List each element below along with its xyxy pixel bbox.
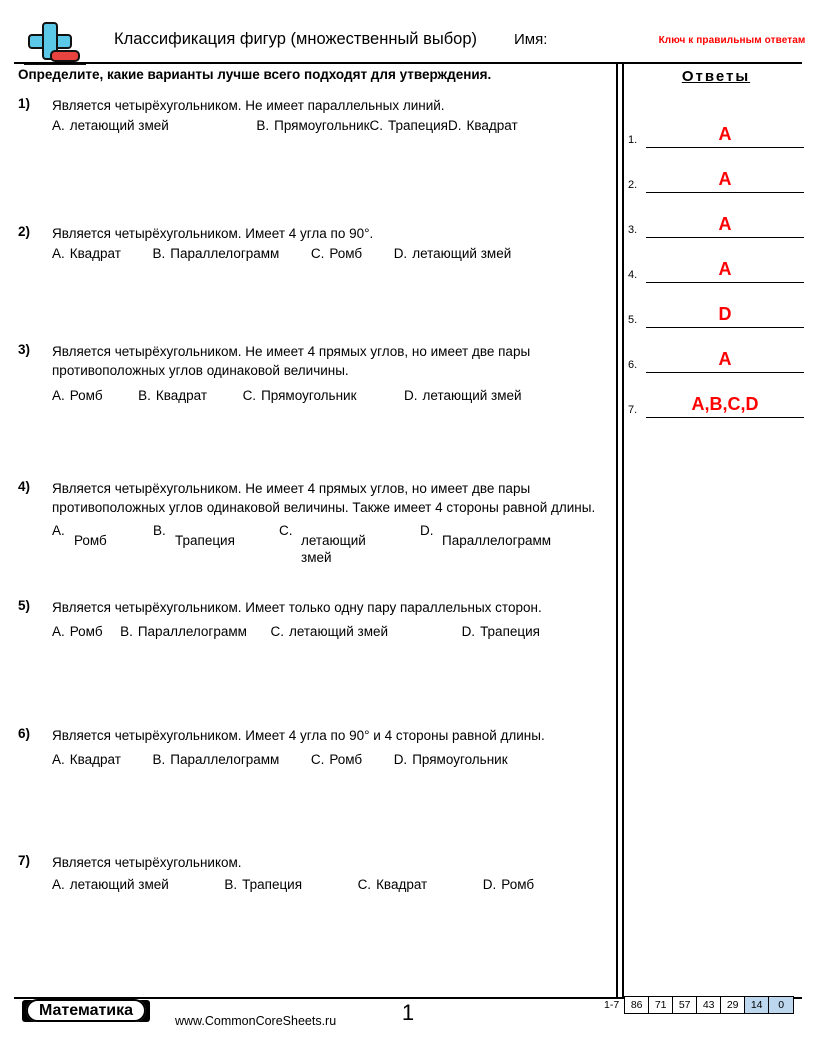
option-letter: B.	[153, 523, 166, 538]
option-text: Ромб	[69, 388, 103, 403]
question-options	[52, 246, 608, 261]
question-item	[18, 598, 608, 726]
answer-row	[628, 148, 804, 193]
option-a[interactable]	[52, 388, 103, 403]
option-text: Прямоугольник	[261, 388, 357, 403]
question-text: Является четырёхугольником. Имеет 4 угла по 90° и 4 стороны равной длины.	[52, 728, 545, 743]
option-b[interactable]	[152, 246, 279, 261]
answer-index: 4.	[628, 269, 638, 281]
score-cell: 57	[673, 997, 697, 1013]
option-text: Трапеция	[175, 533, 235, 548]
option-a[interactable]	[52, 118, 169, 133]
score-cell: 29	[721, 997, 745, 1013]
question-item	[18, 224, 608, 342]
option-letter: D.	[447, 118, 462, 133]
option-letter: C.	[310, 752, 325, 767]
option-letter: A.	[52, 624, 65, 639]
answer-row	[628, 373, 804, 418]
score-cell: 71	[649, 997, 673, 1013]
answer-row	[628, 283, 804, 328]
option-text: Квадрат	[376, 877, 428, 892]
page-header	[14, 18, 806, 66]
option-letter: B.	[152, 246, 166, 261]
option-b[interactable]	[138, 388, 207, 403]
question-item	[18, 96, 608, 224]
option-letter: A.	[52, 118, 65, 133]
score-cell: 86	[625, 997, 649, 1013]
score-cells	[624, 996, 794, 1014]
question-options	[52, 752, 608, 767]
option-letter: B.	[120, 624, 133, 639]
answer-row	[628, 328, 804, 373]
answer-value: A	[718, 349, 732, 369]
option-letter: B.	[256, 118, 270, 133]
option-letter: C.	[369, 118, 384, 133]
option-text: Квадрат	[69, 246, 121, 261]
question-item	[18, 342, 608, 479]
option-letter: C.	[357, 877, 372, 892]
option-a[interactable]	[52, 752, 121, 767]
answer-row	[628, 193, 804, 238]
option-letter: D.	[420, 523, 434, 538]
option-text: Ромб	[329, 752, 363, 767]
option-text: Трапеция	[242, 877, 303, 892]
logo-minus-bar	[50, 50, 80, 62]
answer-value: A	[718, 169, 732, 189]
option-letter: B.	[138, 388, 151, 403]
option-c[interactable]	[311, 752, 362, 767]
question-number: 1)	[18, 96, 31, 111]
answer-row	[628, 103, 804, 148]
option-text: Ромб	[74, 533, 107, 548]
option-d[interactable]	[420, 523, 592, 549]
answer-value: D	[718, 304, 732, 324]
option-d[interactable]	[462, 624, 540, 639]
panel-divider-line-left	[616, 64, 618, 998]
question-number: 6)	[18, 726, 31, 741]
option-text: Квадрат	[466, 118, 518, 133]
answer-index: 1.	[628, 134, 638, 146]
score-range-label: 1-7	[604, 999, 620, 1011]
option-text: летающий змей	[69, 877, 169, 892]
option-c[interactable]	[358, 877, 428, 892]
option-b[interactable]	[120, 624, 247, 639]
option-letter: A.	[52, 523, 65, 538]
option-letter: C.	[279, 523, 293, 538]
option-d[interactable]	[394, 752, 508, 767]
page-title: Классификация фигур (множественный выбор)	[114, 30, 478, 48]
score-cell: 14	[745, 997, 769, 1013]
answer-key-panel	[628, 68, 804, 418]
site-url: www.CommonCoreSheets.ru	[175, 1014, 337, 1028]
option-a[interactable]	[52, 523, 166, 549]
question-text: Является четырёхугольником. Не имеет 4 прямых углов, но имеет две пары противоположных углов одинаковой величины. Также имеет 4 стороны равной длины.	[52, 481, 596, 515]
option-letter: D.	[393, 246, 408, 261]
score-table	[604, 996, 794, 1014]
option-letter: A.	[52, 752, 65, 767]
score-cell: 0	[769, 997, 793, 1013]
option-letter: D.	[461, 624, 476, 639]
answer-row	[628, 238, 804, 283]
question-number: 4)	[18, 479, 31, 494]
option-b[interactable]	[256, 118, 369, 133]
answer-index: 7.	[628, 404, 638, 416]
question-item	[18, 479, 608, 598]
question-options	[52, 523, 608, 569]
question-item	[18, 726, 608, 853]
score-cell: 43	[697, 997, 721, 1013]
option-letter: B.	[152, 752, 166, 767]
option-text: Квадрат	[69, 752, 121, 767]
option-text: летающий змей	[422, 388, 522, 403]
option-text: Параллелограмм	[170, 752, 280, 767]
option-d[interactable]	[394, 246, 512, 261]
option-letter: A.	[52, 877, 65, 892]
option-text: Прямоугольник	[274, 118, 370, 133]
option-b[interactable]	[152, 752, 279, 767]
answer-index: 3.	[628, 224, 638, 236]
answer-index: 6.	[628, 359, 638, 371]
option-text: Ромб	[329, 246, 363, 261]
option-text: летающий змей	[412, 246, 512, 261]
option-a[interactable]	[52, 246, 121, 261]
option-text: Трапеция	[480, 624, 540, 639]
option-a[interactable]	[52, 624, 103, 639]
question-number: 2)	[18, 224, 31, 239]
question-options	[52, 118, 608, 133]
option-text: Параллелограмм	[137, 624, 247, 639]
question-options	[52, 624, 608, 639]
option-c[interactable]	[370, 118, 448, 133]
option-d[interactable]	[404, 388, 522, 403]
option-letter: D.	[404, 388, 418, 403]
option-letter: D.	[482, 877, 497, 892]
option-text: Параллелограмм	[442, 533, 552, 548]
name-field-label: Имя:	[514, 31, 548, 48]
question-text: Является четырёхугольником. Имеет только одну пару параллельных сторон.	[52, 600, 542, 615]
panel-divider-line-right	[622, 64, 624, 998]
answer-value: A	[718, 214, 732, 234]
option-text: летающий змей	[69, 118, 169, 133]
option-d[interactable]	[483, 877, 534, 892]
option-text: летающий змей	[301, 533, 366, 565]
option-text: Прямоугольник	[412, 752, 508, 767]
option-letter: C.	[270, 624, 284, 639]
question-number: 7)	[18, 853, 31, 868]
question-text: Является четырёхугольником.	[52, 855, 242, 870]
option-text: Параллелограмм	[170, 246, 280, 261]
questions-list	[18, 96, 608, 913]
option-c[interactable]	[279, 523, 393, 566]
page-number: 1	[401, 1000, 415, 1025]
option-c[interactable]	[270, 624, 388, 639]
option-text: Ромб	[69, 624, 103, 639]
brand-label: Математика	[26, 999, 146, 1022]
question-text: Является четырёхугольником. Имеет 4 угла по 90°.	[52, 226, 374, 241]
option-letter: D.	[393, 752, 408, 767]
answer-index: 2.	[628, 179, 638, 191]
option-text: летающий змей	[288, 624, 389, 639]
option-letter: B.	[224, 877, 238, 892]
option-letter: C.	[310, 246, 325, 261]
instructions-text: Определите, какие варианты лучше всего подходят для утверждения.	[18, 67, 492, 82]
answer-value: A	[718, 124, 732, 144]
answers-panel-title: Ответы	[681, 68, 751, 85]
option-text: Ромб	[501, 877, 535, 892]
option-d[interactable]	[448, 118, 518, 133]
option-c[interactable]	[243, 388, 357, 403]
answer-key-label: Ключ к правильным ответам	[658, 35, 806, 46]
question-number: 5)	[18, 598, 31, 613]
answer-index: 5.	[628, 314, 638, 326]
option-b[interactable]	[153, 523, 267, 549]
plus-minus-math-logo-icon	[22, 20, 80, 66]
question-options	[52, 388, 608, 403]
question-number: 3)	[18, 342, 31, 357]
answer-blank-line[interactable]	[646, 417, 804, 418]
option-text: Квадрат	[155, 388, 208, 403]
header-divider-rule	[14, 62, 802, 64]
question-text: Является четырёхугольником. Не имеет 4 прямых углов, но имеет две пары противоположных углов одинаковой величины.	[52, 344, 531, 378]
answer-value: A	[718, 259, 732, 279]
option-c[interactable]	[311, 246, 362, 261]
question-item	[18, 853, 608, 913]
option-letter: A.	[52, 246, 65, 261]
question-options	[52, 877, 608, 892]
option-letter: C.	[242, 388, 257, 403]
option-text: Трапеция	[388, 118, 448, 133]
question-text: Является четырёхугольником. Не имеет параллельных линий.	[52, 98, 445, 113]
option-a[interactable]	[52, 877, 169, 892]
option-b[interactable]	[224, 877, 302, 892]
answer-rows	[628, 103, 804, 418]
option-letter: A.	[52, 388, 65, 403]
answer-value: A,B,C,D	[691, 394, 759, 414]
